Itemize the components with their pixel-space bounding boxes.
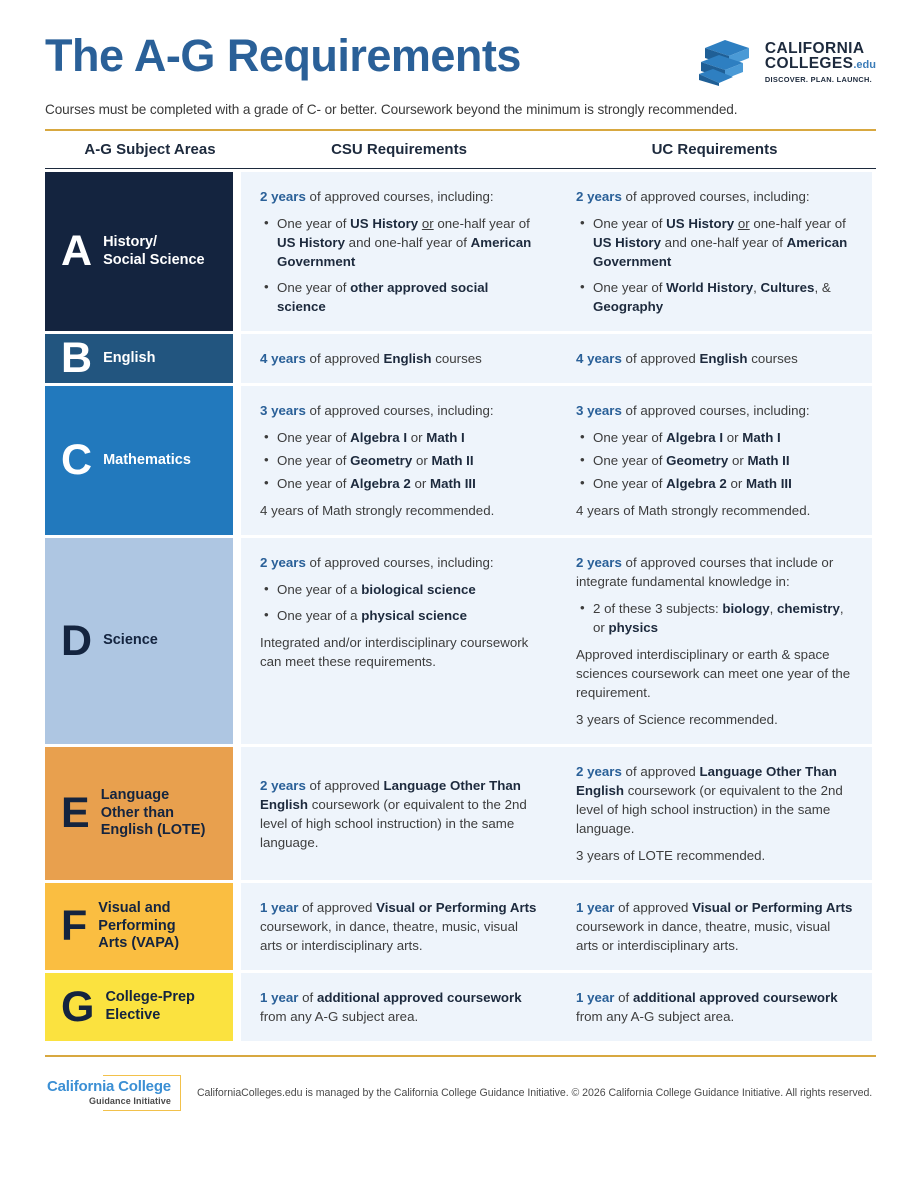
subject-badge-g [45, 973, 233, 1041]
requirement-lead: 2 years of approved Language Other Than English coursework (or equivalent to the 2nd level of high school instruction) in the same language. [260, 777, 527, 850]
requirement-lead: 4 years of approved English courses [576, 351, 798, 366]
ccgi-logo-line2: Guidance Initiative [89, 1095, 171, 1106]
requirement-note: Integrated and/or interdisciplinary coursework can meet these requirements. [260, 635, 529, 669]
requirement-lead: 3 years of approved courses, including: [260, 403, 494, 418]
subject-letter: C [61, 436, 93, 484]
page-title: The A-G Requirements [45, 30, 521, 81]
row-gutter [233, 386, 241, 535]
stacked-books-logo-icon [699, 38, 755, 86]
subject-letter: D [61, 616, 93, 665]
footer-copyright-text: CaliforniaColleges.edu is managed by the California College Guidance Initiative. © 2026 California College Guidance Initiative. All rights reserved. [196, 1087, 873, 1100]
row-gutter [233, 334, 241, 383]
subject-letter: E [61, 789, 90, 837]
row-gutter [233, 973, 241, 1041]
subject-label: Visual and Performing Arts (VAPA) [98, 899, 180, 952]
brand-line-colleges: COLLEGES.edu [764, 55, 876, 73]
requirement-note: Approved interdisciplinary or earth & space sciences coursework can meet one year of the requirement. [576, 647, 851, 700]
years-value: 2 years [260, 189, 306, 204]
table-row [45, 883, 876, 970]
subject-badge-e [45, 747, 233, 880]
table-row [45, 538, 876, 744]
requirement-bullet-list [576, 599, 853, 637]
years-value: 2 years [576, 764, 622, 779]
years-value: 1 year [260, 990, 299, 1005]
requirement-bullet: • 2 of these 3 subjects: biology, chemistry, or physics [576, 599, 853, 637]
subject-badge-b [45, 334, 233, 383]
column-header-csu: CSU Requirements [331, 141, 467, 158]
brand-edu-suffix: .edu [853, 59, 876, 72]
uc-requirement-cell [557, 747, 872, 880]
ccgi-logo-line1: California College [47, 1078, 171, 1095]
requirement-lead: 2 years of approved courses, including: [576, 189, 810, 204]
requirement-lead: 2 years of approved courses, including: [260, 555, 494, 570]
years-value: 2 years [576, 189, 622, 204]
csu-requirement-cell [241, 883, 557, 970]
subject-badge-d [45, 538, 233, 744]
years-value: 1 year [576, 900, 615, 915]
brand-tagline: DISCOVER. PLAN. LAUNCH. [764, 74, 872, 84]
requirement-bullet: • One year of a biological science [260, 580, 538, 599]
years-value: 4 years [260, 351, 306, 366]
requirement-note: 3 years of Science recommended. [576, 712, 778, 727]
table-row [45, 386, 876, 535]
subject-badge-a [45, 172, 233, 331]
years-value: 3 years [260, 403, 306, 418]
column-header-subject: A-G Subject Areas [84, 141, 216, 158]
requirement-lead: 1 year of additional approved coursework from any A-G subject area. [260, 990, 522, 1024]
table-row [45, 973, 876, 1041]
requirement-lead: 2 years of approved Language Other Than English coursework (or equivalent to the 2nd level of high school instruction) in the same language. [576, 764, 843, 836]
csu-requirement-cell [241, 973, 557, 1041]
subject-letter: A [61, 227, 93, 275]
subject-badge-c [45, 386, 233, 535]
years-value: 1 year [576, 990, 615, 1005]
requirement-lead: 1 year of additional approved coursework from any A-G subject area. [576, 990, 838, 1024]
requirement-bullet: • One year of a physical science [260, 606, 538, 625]
years-value: 2 years [576, 555, 622, 570]
column-header-uc: UC Requirements [651, 141, 778, 158]
requirements-table [45, 172, 876, 1041]
requirement-bullet: • One year of Algebra I or Math I [576, 428, 853, 447]
subject-label: Language Other than English (LOTE) [100, 786, 206, 839]
masthead [45, 0, 876, 86]
requirement-bullet-list [260, 580, 538, 625]
row-gutter [233, 747, 241, 880]
csu-requirement-cell [241, 334, 557, 383]
footer [45, 1057, 876, 1111]
requirement-note: 4 years of Math strongly recommended. [260, 503, 495, 518]
table-row [45, 172, 876, 331]
subject-label: Science [103, 632, 158, 649]
requirement-bullet-list [576, 214, 853, 316]
uc-requirement-cell [557, 386, 872, 535]
requirement-lead: 1 year of approved Visual or Performing Arts coursework in dance, theatre, music, visual arts or interdisciplinary arts. [576, 900, 853, 953]
subject-badge-f [45, 883, 233, 970]
uc-requirement-cell [557, 334, 872, 383]
page-subtitle: Courses must be completed with a grade of C- or better. Coursework beyond the minimum is strongly recommended. [45, 102, 738, 117]
requirement-lead: 2 years of approved courses that include or integrate fundamental knowledge in: [576, 555, 834, 589]
requirement-bullet: • One year of other approved social science [260, 278, 538, 316]
table-column-headers [45, 131, 876, 169]
subject-label: Mathematics [103, 451, 191, 468]
requirement-lead: 2 years of approved courses, including: [260, 189, 494, 204]
years-value: 3 years [576, 403, 622, 418]
requirement-bullet-list [576, 428, 853, 493]
requirement-bullet: • One year of World History, Cultures, & Geography [576, 278, 853, 316]
uc-requirement-cell [557, 172, 872, 331]
years-value: 1 year [260, 900, 299, 915]
csu-requirement-cell [241, 538, 557, 744]
requirement-lead: 3 years of approved courses, including: [576, 403, 810, 418]
brand-line-california: CALIFORNIA [764, 39, 865, 57]
requirement-bullet-list [260, 428, 538, 493]
subject-label: English [103, 349, 156, 366]
requirement-bullet: • One year of US History or one-half year of US History and one-half year of American Government [260, 214, 538, 271]
csu-requirement-cell [241, 747, 557, 880]
row-gutter [233, 883, 241, 970]
requirement-note: 4 years of Math strongly recommended. [576, 503, 811, 518]
requirement-bullet: • One year of Algebra I or Math I [260, 428, 538, 447]
requirement-note: 3 years of LOTE recommended. [576, 848, 766, 863]
ccgi-logo [45, 1075, 181, 1111]
requirement-bullet: • One year of Geometry or Math II [260, 451, 538, 470]
requirement-lead: 4 years of approved English courses [260, 351, 482, 366]
subject-label: College-Prep Elective [105, 989, 195, 1023]
subject-letter: B [61, 334, 93, 382]
requirement-bullet-list [260, 214, 538, 316]
csu-requirement-cell [241, 386, 557, 535]
subject-label: History/ Social Science [103, 233, 205, 268]
ccgi-bracket-decoration [103, 1075, 181, 1111]
subject-letter: F [61, 902, 88, 950]
requirement-bullet: • One year of Geometry or Math II [576, 451, 853, 470]
table-row [45, 747, 876, 880]
uc-requirement-cell [557, 973, 872, 1041]
row-gutter [233, 172, 241, 331]
requirement-bullet: • One year of Algebra 2 or Math III [260, 474, 538, 493]
csu-requirement-cell [241, 172, 557, 331]
subject-letter: G [61, 982, 95, 1031]
uc-requirement-cell [557, 883, 872, 970]
table-row [45, 334, 876, 383]
years-value: 4 years [576, 351, 622, 366]
requirement-bullet: • One year of US History or one-half year of US History and one-half year of American Government [576, 214, 853, 271]
requirement-lead: 1 year of approved Visual or Performing Arts coursework, in dance, theatre, music, visual arts or interdisciplinary arts. [260, 900, 537, 953]
years-value: 2 years [260, 777, 306, 793]
row-gutter [233, 538, 241, 744]
requirement-bullet: • One year of Algebra 2 or Math III [576, 474, 853, 493]
uc-requirement-cell [557, 538, 872, 744]
brand-wordmark [765, 41, 876, 83]
california-colleges-logo [699, 32, 876, 86]
years-value: 2 years [260, 555, 306, 570]
